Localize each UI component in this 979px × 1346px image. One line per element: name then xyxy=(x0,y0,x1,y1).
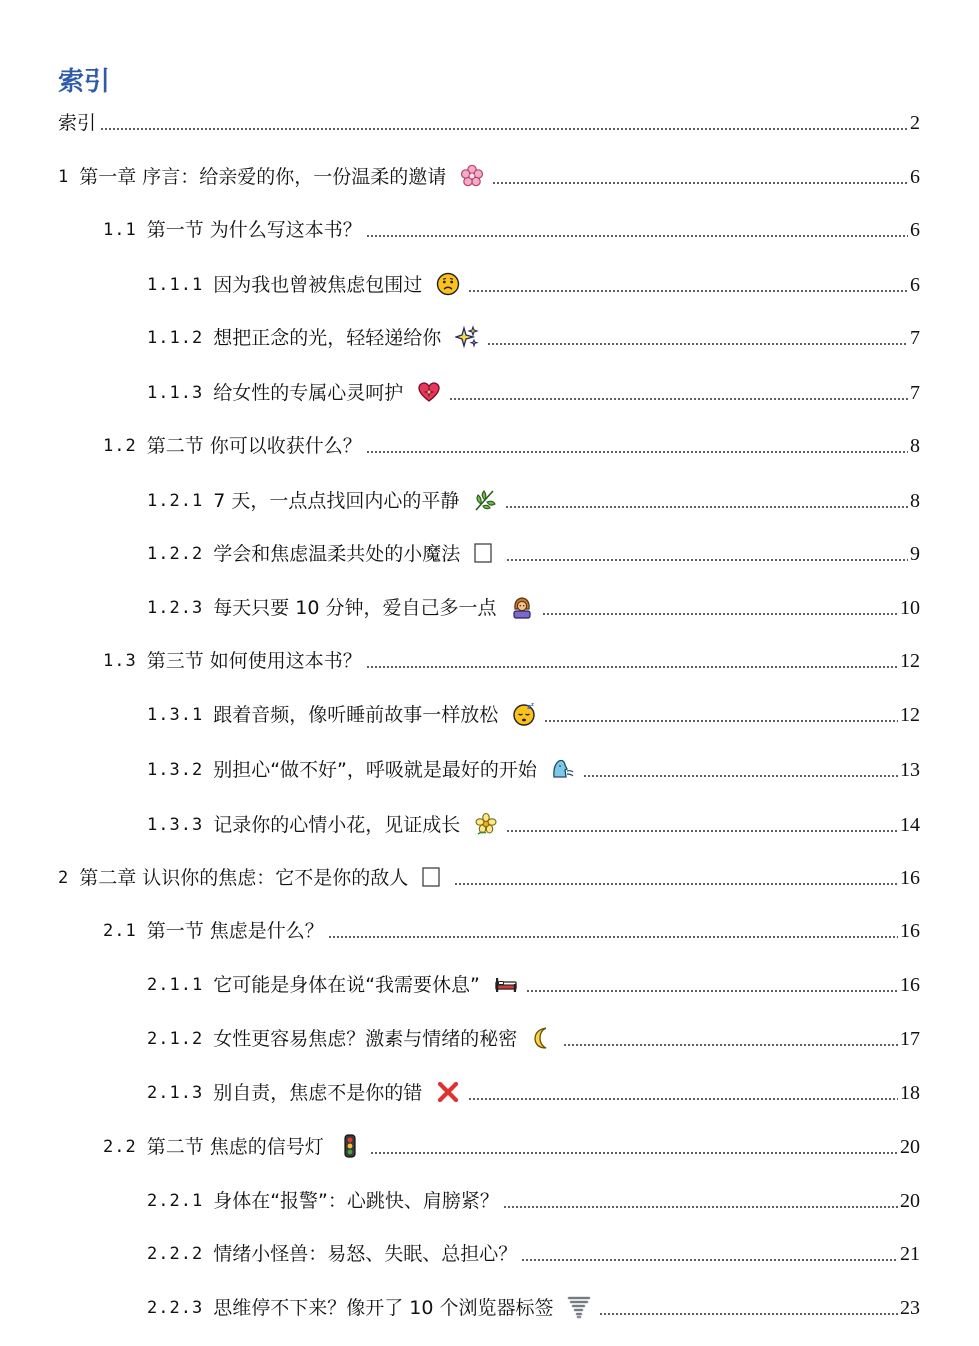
toc-heading: 索引 xyxy=(58,67,111,97)
toc-entry[interactable] xyxy=(147,700,920,728)
toc-page-number: 16 xyxy=(900,867,920,889)
toc-page-number: 16 xyxy=(900,974,920,996)
woman-icon xyxy=(510,595,536,619)
toc-entry-title: 思维停不下来？像开了 10 个浏览器标签 xyxy=(213,1297,554,1319)
toc-entry[interactable] xyxy=(58,108,920,136)
toc-dot-leader xyxy=(544,720,898,722)
toc-dot-leader xyxy=(366,666,898,668)
toc-entry[interactable] xyxy=(147,378,920,406)
toc-entry-number: 2 xyxy=(58,868,70,888)
toc-entry-title: 因为我也曾被焦虑包围过 xyxy=(213,274,423,296)
toc-page-number: 7 xyxy=(910,382,920,404)
missing-glyph-icon xyxy=(422,865,448,889)
toc-page-number: 14 xyxy=(900,814,920,836)
toc-entry[interactable] xyxy=(147,486,920,514)
toc-entry-title: 女性更容易焦虑？激素与情绪的秘密 xyxy=(213,1028,518,1050)
toc-entry-title: 第二章 认识你的焦虑：它不是你的敌人 xyxy=(79,867,409,889)
toc-page-number: 7 xyxy=(910,327,920,349)
toc-page-number: 6 xyxy=(910,274,920,296)
toc-entry-number: 1.2.3 xyxy=(147,598,204,618)
toc-entry-number: 1.1 xyxy=(103,220,137,240)
toc-dot-leader xyxy=(492,182,908,184)
toc-entry-number: 2.1.2 xyxy=(147,1029,204,1049)
herb-icon xyxy=(473,488,499,512)
toc-entry[interactable] xyxy=(147,810,920,838)
toc-dot-leader xyxy=(468,1098,898,1100)
toc-entry[interactable] xyxy=(147,1024,920,1052)
toc-entry[interactable] xyxy=(103,431,920,459)
toc-entry-number: 1.2.2 xyxy=(147,544,204,564)
toc-entry[interactable] xyxy=(147,1186,920,1214)
sparkling-heart-icon xyxy=(417,380,443,404)
blossom-icon xyxy=(474,812,500,836)
toc-page-number: 21 xyxy=(900,1243,920,1265)
toc-page-number: 18 xyxy=(900,1082,920,1104)
toc-entry-number: 2.1.1 xyxy=(147,975,204,995)
toc-entry[interactable] xyxy=(147,1293,920,1321)
toc-entry-title: 每天只要 10 分钟，爱自己多一点 xyxy=(213,597,497,619)
toc-page-number: 8 xyxy=(910,490,920,512)
toc-entry-number: 1.2 xyxy=(103,436,137,456)
toc-entry-title: 索引 xyxy=(58,112,97,134)
toc-dot-leader xyxy=(454,883,898,885)
toc-entry[interactable] xyxy=(103,215,920,243)
toc-entry-title: 它可能是身体在说“我需要休息” xyxy=(213,974,480,996)
toc-dot-leader xyxy=(542,613,898,615)
toc-entry-number: 1.1.3 xyxy=(147,383,204,403)
toc-entry-title: 第一章 序言：给亲爱的你，一份温柔的邀请 xyxy=(79,166,447,188)
sleeping-face-icon xyxy=(512,702,538,726)
toc-entry[interactable] xyxy=(147,539,920,567)
toc-page-number: 10 xyxy=(900,597,920,619)
toc-entry[interactable] xyxy=(147,323,920,351)
toc-dot-leader xyxy=(468,290,908,292)
toc-entry-title: 第三节 如何使用这本书？ xyxy=(146,650,362,672)
toc-entry-title: 身体在“报警”：心跳快、肩膀紧？ xyxy=(213,1190,499,1212)
toc-entry-number: 2.1 xyxy=(103,921,137,941)
toc-page-number: 9 xyxy=(910,543,920,565)
toc-entry-title: 给女性的专属心灵呵护 xyxy=(213,382,404,404)
tornado-icon xyxy=(567,1295,593,1319)
toc-page-number: 12 xyxy=(900,650,920,672)
toc-dot-leader xyxy=(328,936,898,938)
toc-dot-leader xyxy=(366,235,908,237)
toc-dot-leader xyxy=(521,1259,898,1261)
toc-page-number: 16 xyxy=(900,920,920,942)
toc-entry-number: 1.1.2 xyxy=(147,328,204,348)
bed-icon xyxy=(494,972,520,996)
toc-page-number: 17 xyxy=(900,1028,920,1050)
toc-entry-title: 第二节 焦虑的信号灯 xyxy=(146,1136,324,1158)
toc-page-number: 20 xyxy=(900,1136,920,1158)
toc-entry[interactable] xyxy=(103,646,920,674)
toc-dot-leader xyxy=(506,830,898,832)
toc-entry[interactable] xyxy=(147,1239,920,1267)
toc-page-number: 20 xyxy=(900,1190,920,1212)
toc-dot-leader xyxy=(487,343,908,345)
toc-entry[interactable] xyxy=(147,970,920,998)
missing-glyph-icon xyxy=(474,541,500,565)
cross-mark-icon xyxy=(436,1080,462,1104)
toc-entry-number: 2.2 xyxy=(103,1137,137,1157)
toc-page-number: 23 xyxy=(900,1297,920,1319)
toc-entry[interactable] xyxy=(58,863,920,891)
toc-dot-leader xyxy=(503,1206,898,1208)
toc-page-number: 13 xyxy=(900,759,920,781)
toc-entry-title: 想把正念的光，轻轻递给你 xyxy=(213,327,442,349)
traffic-light-icon xyxy=(338,1134,364,1158)
toc-page-number: 8 xyxy=(910,435,920,457)
toc-entry-title: 学会和焦虑温柔共处的小魔法 xyxy=(213,543,461,565)
toc-entry-title: 7 天，一点点找回内心的平静 xyxy=(213,490,460,512)
toc-page-number: 6 xyxy=(910,166,920,188)
toc-entry[interactable] xyxy=(103,1132,920,1160)
toc-page-number: 2 xyxy=(910,112,920,134)
toc-entry[interactable] xyxy=(103,916,920,944)
sparkles-icon xyxy=(455,325,481,349)
toc-entry-title: 别担心“做不好”，呼吸就是最好的开始 xyxy=(213,759,537,781)
toc-dot-leader xyxy=(563,1044,898,1046)
toc-entry-title: 记录你的心情小花，见证成长 xyxy=(213,814,461,836)
toc-dot-leader xyxy=(370,1152,898,1154)
toc-entry-number: 1.3.1 xyxy=(147,705,204,725)
toc-entry-title: 别自责，焦虑不是你的错 xyxy=(213,1082,423,1104)
toc-entry-number: 1.3 xyxy=(103,651,137,671)
toc-dot-leader xyxy=(505,506,908,508)
toc-entry-number: 1.3.2 xyxy=(147,760,204,780)
toc-entry[interactable] xyxy=(147,593,920,621)
toc-dot-leader xyxy=(583,775,898,777)
toc-entry[interactable] xyxy=(147,270,920,298)
toc-dot-leader xyxy=(506,559,908,561)
toc-entry-title: 跟着音频，像听睡前故事一样放松 xyxy=(213,704,499,726)
toc-dot-leader xyxy=(599,1313,898,1315)
toc-entry-title: 情绪小怪兽：易怒、失眠、总担心？ xyxy=(213,1243,518,1265)
toc-dot-leader xyxy=(100,128,908,130)
toc-page-number: 6 xyxy=(910,219,920,241)
toc-entry-number: 1.3.3 xyxy=(147,815,204,835)
toc-entry-number: 2.1.3 xyxy=(147,1083,204,1103)
toc-entry-title: 第二节 你可以收获什么？ xyxy=(146,435,362,457)
toc-entry[interactable] xyxy=(58,162,920,190)
toc-entry-number: 2.2.2 xyxy=(147,1244,204,1264)
toc-page-number: 12 xyxy=(900,704,920,726)
svg-text:z: z xyxy=(527,703,532,711)
worried-face-icon xyxy=(436,272,462,296)
toc-dot-leader xyxy=(526,990,898,992)
toc-entry-number: 1.1.1 xyxy=(147,275,204,295)
toc-entry-number: 2.2.3 xyxy=(147,1298,204,1318)
toc-dot-leader xyxy=(366,451,908,453)
svg-text:z: z xyxy=(531,702,535,708)
toc-entry-number: 1 xyxy=(58,167,70,187)
crescent-moon-icon xyxy=(531,1026,557,1050)
toc-entry-number: 1.2.1 xyxy=(147,491,204,511)
toc-entry[interactable] xyxy=(147,1078,920,1106)
cherry-blossom-icon xyxy=(460,164,486,188)
toc-entry-title: 第一节 为什么写这本书？ xyxy=(146,219,362,241)
toc-entry-title: 第一节 焦虑是什么？ xyxy=(146,920,324,942)
toc-entry-number: 2.2.1 xyxy=(147,1191,204,1211)
wind-face-icon xyxy=(551,757,577,781)
toc-dot-leader xyxy=(449,398,908,400)
toc-entry[interactable] xyxy=(147,755,920,783)
